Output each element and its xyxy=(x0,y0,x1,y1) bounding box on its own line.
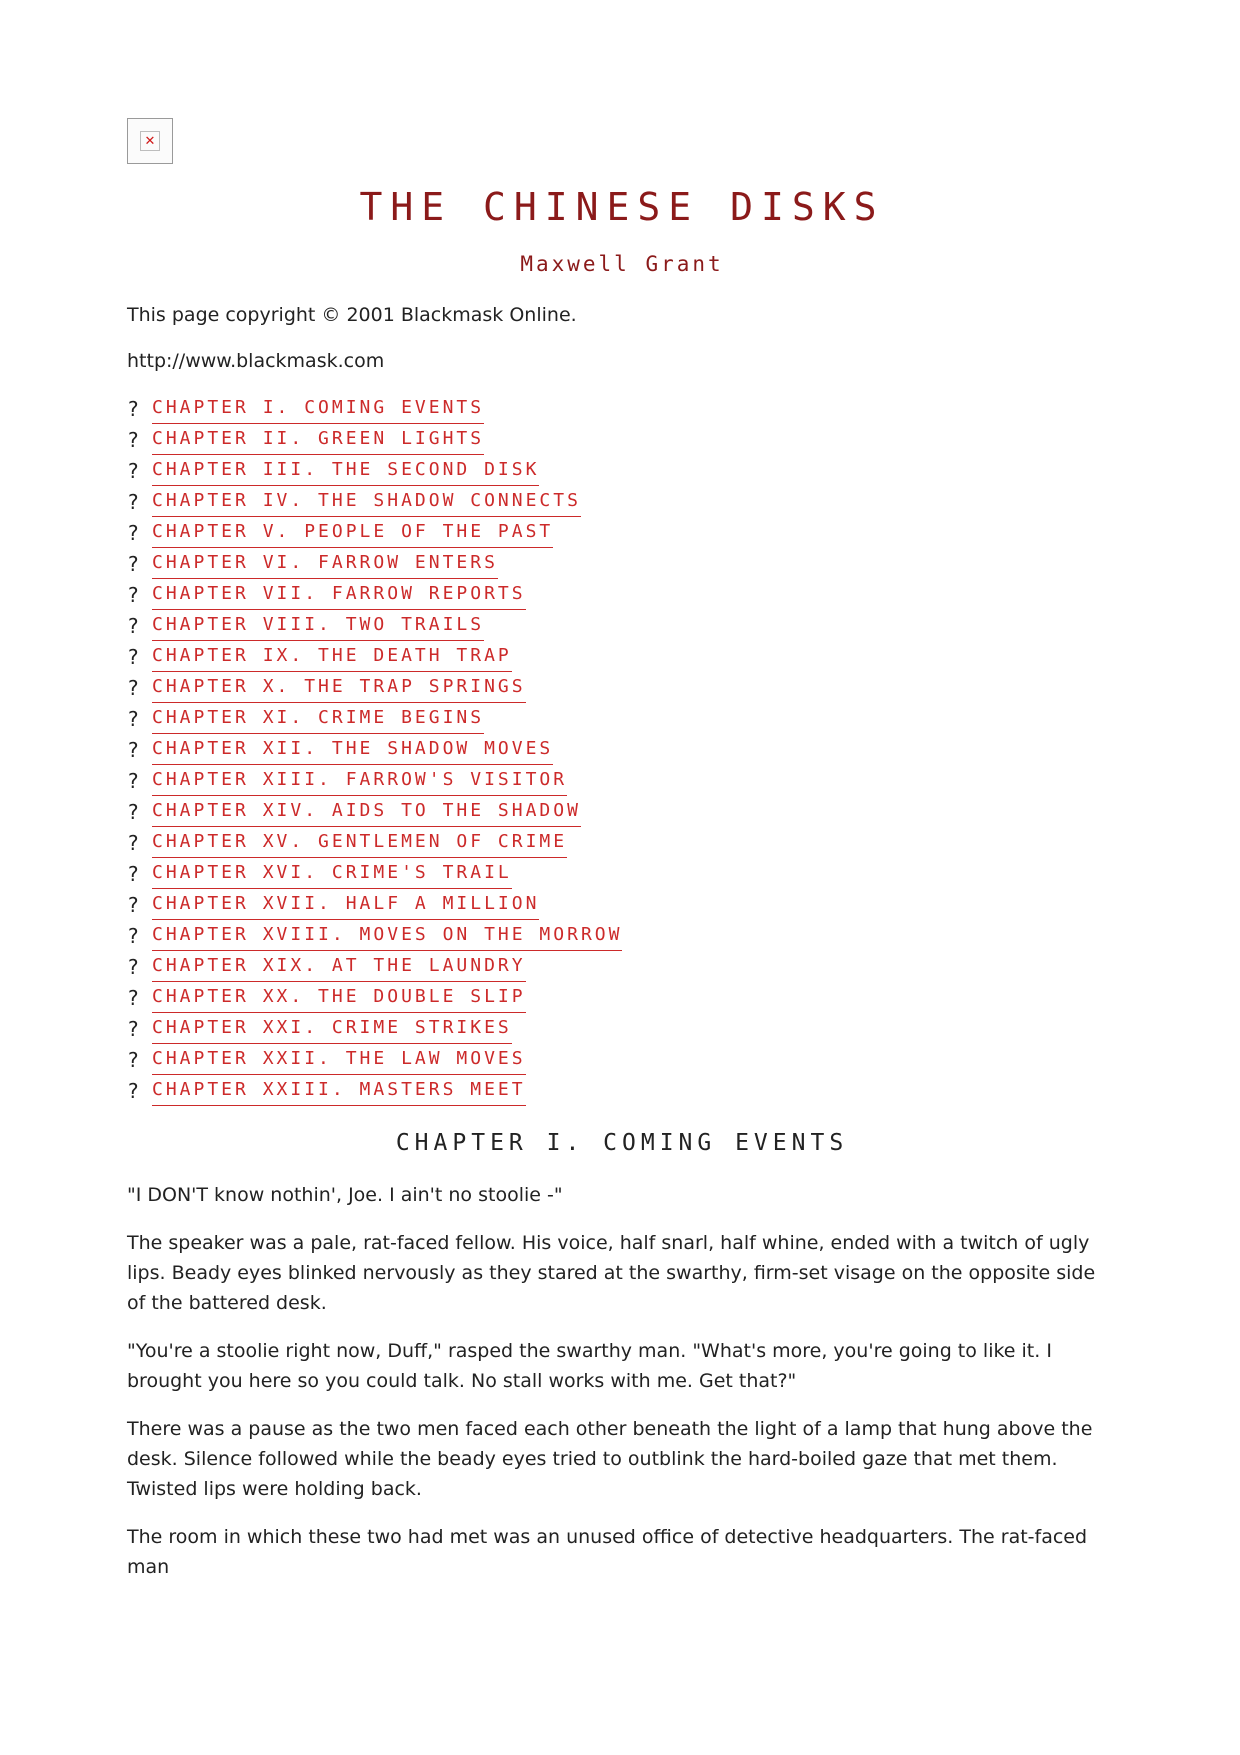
toc-chapter-link[interactable]: CHAPTER XVII. HALF A MILLION xyxy=(152,893,539,920)
broken-image-icon xyxy=(127,118,173,164)
toc-bullet: ? xyxy=(127,924,140,948)
toc-item xyxy=(127,459,1117,490)
toc-chapter-link[interactable]: CHAPTER II. GREEN LIGHTS xyxy=(152,428,484,455)
toc-bullet: ? xyxy=(127,738,140,762)
toc-item xyxy=(127,769,1117,800)
body-paragraph: The room in which these two had met was an unused office of detective headquarters. The rat-faced man xyxy=(127,1526,1088,1578)
toc-chapter-link[interactable]: CHAPTER XX. THE DOUBLE SLIP xyxy=(152,986,526,1013)
toc-item xyxy=(127,521,1117,552)
toc-item xyxy=(127,924,1117,955)
toc-item xyxy=(127,490,1117,521)
toc-chapter-link[interactable]: CHAPTER XVIII. MOVES ON THE MORROW xyxy=(152,924,622,951)
toc-chapter-link[interactable]: CHAPTER XIV. AIDS TO THE SHADOW xyxy=(152,800,581,827)
toc-bullet: ? xyxy=(127,428,140,452)
toc-bullet: ? xyxy=(127,986,140,1010)
toc-chapter-link[interactable]: CHAPTER VIII. TWO TRAILS xyxy=(152,614,484,641)
toc-item xyxy=(127,893,1117,924)
toc-item xyxy=(127,1079,1117,1110)
toc-item xyxy=(127,552,1117,583)
toc-item xyxy=(127,645,1117,676)
toc-bullet: ? xyxy=(127,645,140,669)
toc-bullet: ? xyxy=(127,1079,140,1103)
toc-item xyxy=(127,614,1117,645)
toc-chapter-link[interactable]: CHAPTER V. PEOPLE OF THE PAST xyxy=(152,521,553,548)
toc-chapter-link[interactable]: CHAPTER VI. FARROW ENTERS xyxy=(152,552,498,579)
toc-bullet: ? xyxy=(127,800,140,824)
body-paragraph: "I DON'T know nothin', Joe. I ain't no stoolie -" xyxy=(127,1184,563,1206)
copyright-notice: This page copyright © 2001 Blackmask Online. xyxy=(127,304,577,326)
toc-bullet: ? xyxy=(127,521,140,545)
toc-bullet: ? xyxy=(127,459,140,483)
toc-item xyxy=(127,397,1117,428)
toc-item xyxy=(127,831,1117,862)
toc-item xyxy=(127,676,1117,707)
toc-bullet: ? xyxy=(127,707,140,731)
toc-chapter-link[interactable]: CHAPTER XXIII. MASTERS MEET xyxy=(152,1079,526,1106)
toc-bullet: ? xyxy=(127,769,140,793)
toc-chapter-link[interactable]: CHAPTER IX. THE DEATH TRAP xyxy=(152,645,512,672)
toc-bullet: ? xyxy=(127,1017,140,1041)
toc-chapter-link[interactable]: CHAPTER XXI. CRIME STRIKES xyxy=(152,1017,512,1044)
toc-item xyxy=(127,1048,1117,1079)
chapter-heading: CHAPTER I. COMING EVENTS xyxy=(395,1130,849,1156)
toc-chapter-link[interactable]: CHAPTER XI. CRIME BEGINS xyxy=(152,707,484,734)
toc-chapter-link[interactable]: CHAPTER XXII. THE LAW MOVES xyxy=(152,1048,526,1075)
author-name: Maxwell Grant xyxy=(520,252,724,276)
toc-chapter-link[interactable]: CHAPTER XVI. CRIME'S TRAIL xyxy=(152,862,512,889)
toc-chapter-link[interactable]: CHAPTER I. COMING EVENTS xyxy=(152,397,484,424)
toc-bullet: ? xyxy=(127,831,140,855)
document-page xyxy=(127,118,1117,1582)
body-paragraph: "You're a stoolie right now, Duff," rasped the swarthy man. "What's more, you're going to like it. I brought you here so you could talk. No stall works with me. Get that?" xyxy=(127,1340,1052,1392)
toc-chapter-link[interactable]: CHAPTER XII. THE SHADOW MOVES xyxy=(152,738,553,765)
toc-bullet: ? xyxy=(127,490,140,514)
toc-item xyxy=(127,955,1117,986)
toc-item xyxy=(127,738,1117,769)
toc-item xyxy=(127,986,1117,1017)
toc-bullet: ? xyxy=(127,583,140,607)
body-paragraph: There was a pause as the two men faced each other beneath the light of a lamp that hung above the desk. Silence followed while the beady eyes tried to outblink the hard-boiled gaze that met them. Twisted lips were holding back. xyxy=(127,1418,1093,1500)
toc-item xyxy=(127,583,1117,614)
toc-bullet: ? xyxy=(127,552,140,576)
toc-chapter-link[interactable]: CHAPTER VII. FARROW REPORTS xyxy=(152,583,526,610)
toc-item xyxy=(127,428,1117,459)
toc-bullet: ? xyxy=(127,862,140,886)
page-title: THE CHINESE DISKS xyxy=(359,185,885,229)
toc-chapter-link[interactable]: CHAPTER XIII. FARROW'S VISITOR xyxy=(152,769,567,796)
toc-item xyxy=(127,800,1117,831)
toc-chapter-link[interactable]: CHAPTER X. THE TRAP SPRINGS xyxy=(152,676,526,703)
toc-chapter-link[interactable]: CHAPTER IV. THE SHADOW CONNECTS xyxy=(152,490,581,517)
toc-item xyxy=(127,862,1117,893)
toc-bullet: ? xyxy=(127,614,140,638)
toc-item xyxy=(127,707,1117,738)
toc-chapter-link[interactable]: CHAPTER XV. GENTLEMEN OF CRIME xyxy=(152,831,567,858)
body-paragraph: The speaker was a pale, rat-faced fellow. His voice, half snarl, half whine, ended with a twitch of ugly lips. Beady eyes blinked nervously as they stared at the swarthy, firm-set visage on the opposite side of the battered desk. xyxy=(127,1232,1096,1314)
toc-bullet: ? xyxy=(127,397,140,421)
site-url: http://www.blackmask.com xyxy=(127,350,385,372)
close-x-icon: ✕ xyxy=(140,131,160,151)
toc-chapter-link[interactable]: CHAPTER XIX. AT THE LAUNDRY xyxy=(152,955,526,982)
toc-bullet: ? xyxy=(127,676,140,700)
toc-bullet: ? xyxy=(127,1048,140,1072)
chapter-body xyxy=(127,1180,1117,1582)
toc-item xyxy=(127,1017,1117,1048)
toc-chapter-link[interactable]: CHAPTER III. THE SECOND DISK xyxy=(152,459,539,486)
table-of-contents xyxy=(127,397,1117,1110)
toc-bullet: ? xyxy=(127,893,140,917)
toc-bullet: ? xyxy=(127,955,140,979)
